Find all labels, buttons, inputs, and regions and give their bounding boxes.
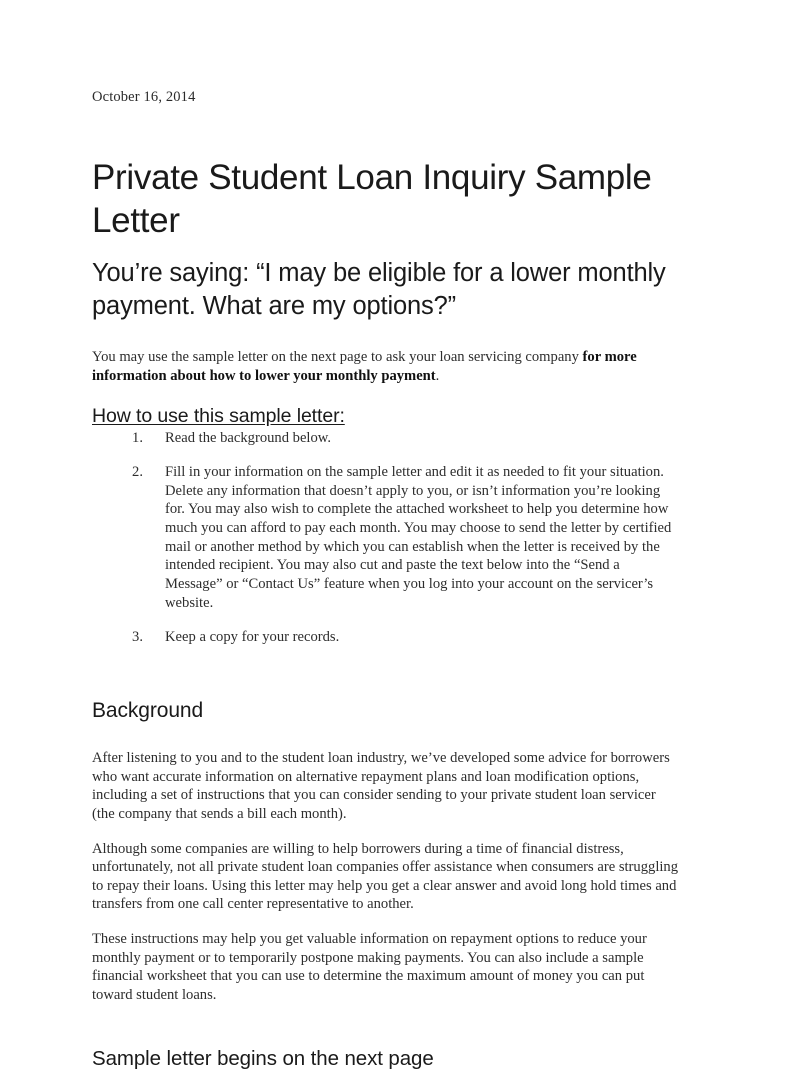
how-to-heading: How to use this sample letter: <box>92 405 345 428</box>
document-date: October 16, 2014 <box>92 89 196 105</box>
list-item: Read the background below. <box>165 430 332 447</box>
how-to-section <box>92 385 678 646</box>
intro-emphasis-text: for more information about how to lower your monthly payment <box>92 349 637 384</box>
closing-note: Sample letter begins on the next page <box>92 1047 434 1071</box>
background-paragraph: After listening to you and to the student loan industry, we’ve developed some advice for borrowers who want accurate information on alternative repayment plans and loan modification options, including a set of instructions that you can consider sending to your private student loan servicer (the company that sends a bill each month). <box>92 750 670 822</box>
page-content <box>92 0 678 1072</box>
how-to-step-list <box>92 429 678 646</box>
intro-tail-text: . <box>435 367 440 384</box>
background-section <box>92 646 678 1004</box>
page-subtitle: You’re saying: “I may be eligible for a lower monthly payment. What are my options?” <box>92 259 666 320</box>
list-item: Fill in your information on the sample letter and edit it as needed to fit your situation. Delete any information that doesn’t apply to you, or isn’t information you’re looking for. You may also wish to complete the attached worksheet to help you determine how much you can afford to pay each month. You may choose to send the letter by certified mail or another method by which you can establish when the letter is received by the intended recipient. You may also cut and paste the text below into the “Send a Message” or “Contact Us” feature when you log into your account on the servicer’s website. <box>165 463 672 611</box>
background-paragraph: These instructions may help you get valuable information on repayment options to reduce your monthly payment or to temporarily postpone making payments. You can also include a sample financial worksheet that you can use to determine the maximum amount of money you can put toward student loans. <box>92 930 647 1003</box>
background-heading: Background <box>92 699 204 723</box>
intro-paragraph <box>92 323 678 385</box>
background-paragraph: Although some companies are willing to help borrowers during a time of financial distress, unfortunately, not all private student loan companies offer assistance when consumers are struggling to repay their loans. Using this letter may help you get a clear answer and avoid long hold times and transfers from one call center representative to another. <box>92 840 679 913</box>
page-title: Private Student Loan Inquiry Sample Letter <box>92 158 652 240</box>
intro-lead-text: You may use the sample letter on the next page to ask your loan servicing company <box>92 349 583 365</box>
list-item: Keep a copy for your records. <box>165 628 340 645</box>
